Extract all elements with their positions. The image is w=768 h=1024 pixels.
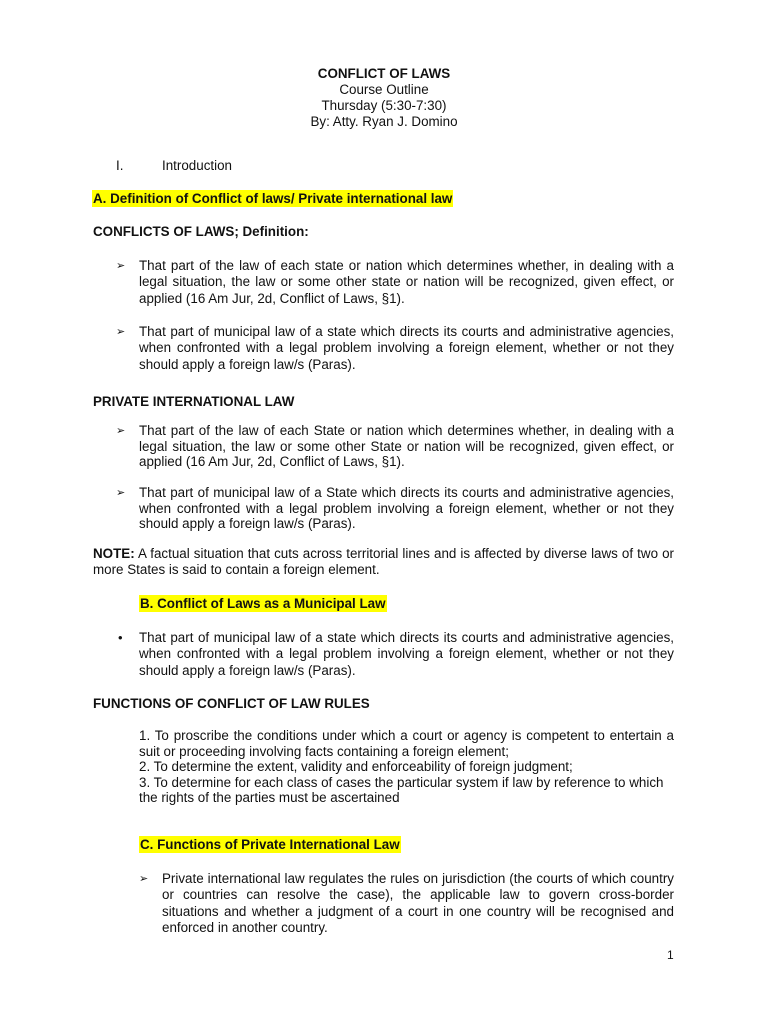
function-item-1: 1. To proscribe the conditions under which a court or agency is competent to entertain a suit or proceeding involving facts containing a foreign element;	[139, 728, 674, 759]
functions-list	[139, 728, 674, 806]
heading-b	[139, 596, 387, 612]
functions-heading: FUNCTIONS OF CONFLICT OF LAW RULES	[93, 696, 370, 711]
function-item-3: 3. To determine for each class of cases the particular system if law by reference to which the rights of the parties must be ascertained	[139, 774, 664, 806]
class-schedule: Thursday (5:30-7:30)	[321, 98, 447, 113]
conflicts-heading: CONFLICTS OF LAWS; Definition:	[93, 224, 309, 239]
arrow-bullet-icon: ➢	[116, 326, 126, 338]
arrow-bullet-icon: ➢	[116, 260, 126, 272]
pil-item-1: That part of the law of each State or nation which determines whether, in dealing with a legal situation, the law or some other State or nation will be recognized, given effect, or applied (16 Am Jur, 2d, Conflict of Laws, §1).	[139, 423, 674, 470]
dot-bullet-icon: •	[118, 630, 123, 645]
document-author: By: Atty. Ryan J. Domino	[310, 114, 458, 129]
function-item-2: 2. To determine the extent, validity and enforceability of foreign judgment;	[139, 759, 573, 775]
section-title: Introduction	[162, 158, 232, 173]
document-title: CONFLICT OF LAWS	[317, 66, 451, 81]
document-subtitle: Course Outline	[339, 82, 429, 97]
conflicts-item-1: That part of the law of each state or nation which determines whether, in dealing with a legal situation, the law or some other state or nation will be recognized, given effect, or applied (16 Am Jur, 2d, Conflict of Laws, §1).	[139, 258, 674, 306]
note-paragraph	[93, 546, 674, 577]
heading-a	[92, 191, 453, 207]
note-label: NOTE:	[93, 546, 135, 561]
pil-heading: PRIVATE INTERNATIONAL LAW	[93, 394, 295, 409]
heading-c-text: C. Functions of Private International Law	[140, 837, 400, 852]
section-numeral: I.	[116, 158, 124, 173]
document-header	[0, 66, 768, 130]
pil-function-item: Private international law regulates the rules on jurisdiction (the courts of which country or countries can resolve the case), the applicable law to govern cross-border situations and whether a judgment of a court in one country will be recognised and enforced in another country.	[162, 871, 674, 936]
heading-c	[139, 837, 401, 853]
conflicts-item-2: That part of municipal law of a state which directs its courts and administrative agencies, when confronted with a legal problem involving a foreign element, whether or not they should apply a foreign law/s (Paras).	[139, 324, 674, 372]
heading-b-text: B. Conflict of Laws as a Municipal Law	[140, 596, 386, 611]
arrow-bullet-icon: ➢	[139, 873, 149, 885]
arrow-bullet-icon: ➢	[116, 487, 126, 499]
page-number: 1	[667, 948, 674, 962]
note-text: A factual situation that cuts across territorial lines and is affected by diverse laws of two or more States is said to contain a foreign element.	[93, 546, 674, 577]
municipal-item: That part of municipal law of a state which directs its courts and administrative agencies, when confronted with a legal problem involving a foreign element, whether or not they should apply a foreign law/s (Paras).	[139, 630, 674, 678]
heading-a-text: A. Definition of Conflict of laws/ Private international law	[93, 191, 453, 206]
arrow-bullet-icon: ➢	[116, 425, 126, 437]
pil-item-2: That part of municipal law of a State which directs its courts and administrative agencies, when confronted with a legal problem involving a foreign element, whether or not they should apply a foreign law/s (Paras).	[139, 485, 674, 532]
